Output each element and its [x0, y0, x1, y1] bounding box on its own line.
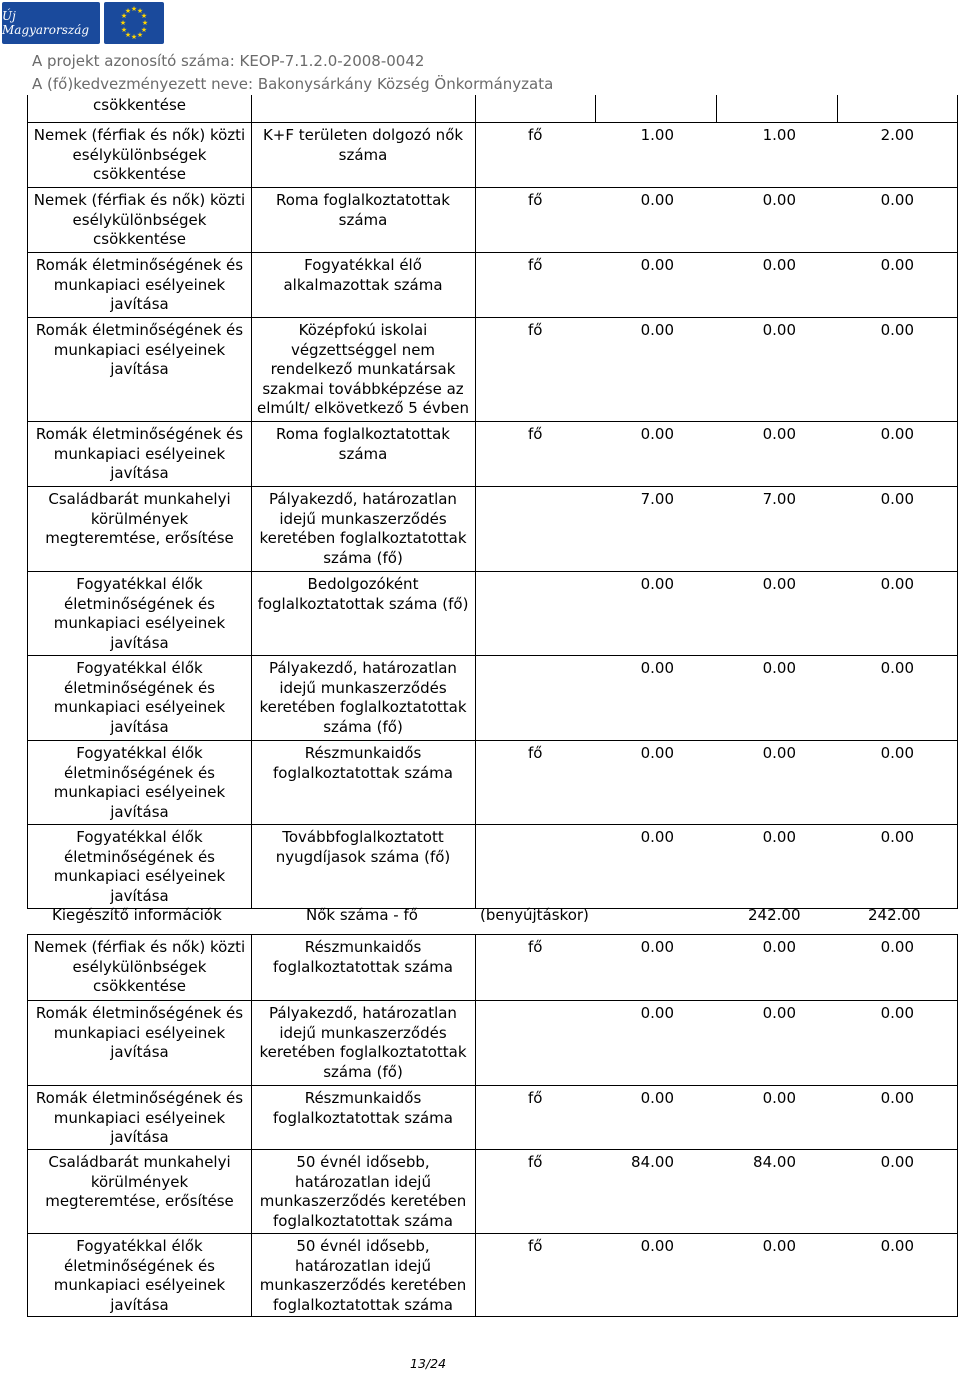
value-cell-3: 0.00 — [880, 575, 914, 593]
value-cell-3: 0.00 — [880, 659, 914, 677]
indicator-cell: Pályakezdő, határozatlan idejű munkaszerződés keretében foglalkoztatottak száma (fő) — [259, 1004, 467, 1081]
objective-cell: Romák életminőségének és munkapiaci esélyeinek javítása — [35, 425, 244, 482]
objective-cell: Fogyatékkal élők életminőségének és munkapiaci esélyeinek javítása — [53, 828, 226, 905]
objective-cell: Romák életminőségének és munkapiaci esélyeinek javítása — [35, 321, 244, 378]
indicator-cell: Roma foglalkoztatottak száma — [276, 425, 450, 463]
value-cell-3: 0.00 — [880, 1004, 914, 1022]
value-cell-1: 0.00 — [640, 256, 674, 274]
row-divider — [27, 1316, 957, 1317]
info-value-2: 242.00 — [868, 906, 921, 924]
value-cell-3: 0.00 — [880, 828, 914, 846]
value-cell-3: 0.00 — [880, 1089, 914, 1107]
value-cell-3: 0.00 — [880, 490, 914, 508]
project-id-line: A projekt azonosító száma: KEOP-7.1.2.0-2008-0042 — [32, 52, 425, 70]
value-cell-3: 0.00 — [880, 1237, 914, 1255]
value-cell-1: 0.00 — [640, 828, 674, 846]
column-divider — [27, 934, 28, 1317]
svg-text:★: ★ — [120, 26, 128, 34]
indicator-cell: Fogyatékkal élő alkalmazottak száma — [283, 256, 443, 294]
eu-stars-icon — [104, 2, 164, 44]
value-cell-1: 0.00 — [640, 425, 674, 443]
svg-text:★: ★ — [136, 7, 144, 15]
svg-text:★: ★ — [140, 12, 148, 20]
value-cell-2: 0.00 — [762, 321, 796, 339]
unit-cell: fő — [528, 744, 543, 762]
unit-cell: fő — [528, 1089, 543, 1107]
objective-cell: Nemek (férfiak és nők) közti esélykülönbségek csökkentése — [33, 126, 246, 183]
column-divider — [957, 95, 958, 909]
value-cell-1: 0.00 — [640, 321, 674, 339]
uj-magyarorszag-logo — [2, 2, 100, 44]
value-cell-2: 0.00 — [762, 575, 796, 593]
column-divider — [475, 934, 476, 1317]
svg-text:★: ★ — [124, 31, 132, 39]
svg-text:★: ★ — [120, 12, 128, 20]
svg-text:★: ★ — [130, 5, 138, 13]
unit-cell: fő — [528, 425, 543, 443]
unit-cell: fő — [528, 938, 543, 956]
value-cell-3: 0.00 — [880, 1153, 914, 1171]
row-divider — [27, 1085, 957, 1086]
value-cell-1: 0.00 — [640, 938, 674, 956]
row-divider — [27, 122, 957, 123]
objective-cell: Romák életminőségének és munkapiaci esélyeinek javítása — [35, 256, 244, 313]
value-cell-2: 1.00 — [762, 126, 796, 144]
value-cell-1: 0.00 — [640, 1237, 674, 1255]
value-cell-3: 0.00 — [880, 256, 914, 274]
value-cell-2: 84.00 — [753, 1153, 796, 1171]
value-cell-3: 0.00 — [880, 744, 914, 762]
svg-text:★: ★ — [136, 31, 144, 39]
continued-objective-fragment: csökkentése — [93, 96, 186, 114]
unit-cell: fő — [528, 1153, 543, 1171]
value-cell-2: 0.00 — [762, 659, 796, 677]
svg-text:★: ★ — [140, 26, 148, 34]
value-cell-1: 1.00 — [640, 126, 674, 144]
indicator-cell: K+F területen dolgozó nők száma — [262, 126, 464, 164]
value-cell-2: 0.00 — [762, 1089, 796, 1107]
indicator-cell: Pályakezdő, határozatlan idejű munkaszerződés keretében foglalkoztatottak száma (fő) — [259, 490, 467, 567]
value-cell-1: 0.00 — [640, 744, 674, 762]
indicator-cell: Középfokú iskolai végzettséggel nem rendelkező munkatársak szakmai továbbképzése az elmúlt/ elkövetkező 5 évben — [257, 321, 469, 417]
value-cell-3: 2.00 — [880, 126, 914, 144]
logo-text: Új Magyarország — [2, 9, 90, 37]
row-divider — [27, 1233, 957, 1234]
value-cell-2: 0.00 — [762, 425, 796, 443]
unit-cell: fő — [528, 1237, 543, 1255]
indicator-cell: Bedolgozóként foglalkoztatottak száma (fő) — [257, 575, 469, 613]
value-cell-3: 0.00 — [880, 938, 914, 956]
info-when: (benyújtáskor) — [480, 906, 589, 924]
svg-text:★: ★ — [130, 33, 138, 41]
value-cell-2: 0.00 — [762, 828, 796, 846]
row-divider — [27, 187, 957, 188]
value-cell-3: 0.00 — [880, 321, 914, 339]
objective-cell: Családbarát munkahelyi körülmények megteremtése, erősítése — [45, 490, 234, 547]
row-divider — [27, 571, 957, 572]
value-cell-1: 0.00 — [640, 575, 674, 593]
objective-cell: Fogyatékkal élők életminőségének és munkapiaci esélyeinek javítása — [53, 1237, 226, 1314]
info-indicator: Nők száma - fő — [306, 906, 418, 924]
indicator-cell: Részmunkaidős foglalkoztatottak száma — [273, 1089, 453, 1127]
row-divider — [27, 934, 957, 935]
row-divider — [27, 1149, 957, 1150]
objective-cell: Romák életminőségének és munkapiaci esélyeinek javítása — [35, 1089, 244, 1146]
value-cell-2: 0.00 — [762, 1004, 796, 1022]
value-cell-2: 0.00 — [762, 256, 796, 274]
column-divider — [251, 934, 252, 1317]
value-cell-2: 7.00 — [762, 490, 796, 508]
column-divider — [716, 95, 717, 122]
svg-text:★: ★ — [141, 19, 149, 27]
value-cell-1: 0.00 — [640, 1004, 674, 1022]
value-cell-2: 0.00 — [762, 744, 796, 762]
svg-text:★: ★ — [119, 19, 127, 27]
row-divider — [27, 655, 957, 656]
unit-cell: fő — [528, 321, 543, 339]
row-divider — [27, 421, 957, 422]
unit-cell: fő — [528, 191, 543, 209]
objective-cell: Nemek (férfiak és nők) közti esélykülönbségek csökkentése — [33, 938, 246, 995]
column-divider — [27, 95, 28, 909]
value-cell-2: 0.00 — [762, 1237, 796, 1255]
indicator-cell: Roma foglalkoztatottak száma — [276, 191, 450, 229]
value-cell-1: 0.00 — [640, 659, 674, 677]
svg-text:★: ★ — [124, 7, 132, 15]
row-divider — [27, 740, 957, 741]
value-cell-1: 84.00 — [631, 1153, 674, 1171]
indicator-cell: 50 évnél idősebb, határozatlan idejű munkaszerződés keretében foglalkoztatottak száma — [259, 1237, 467, 1314]
column-divider — [251, 95, 252, 909]
row-divider — [27, 486, 957, 487]
objective-cell: Fogyatékkal élők életminőségének és munkapiaci esélyeinek javítása — [53, 575, 226, 652]
objective-cell: Családbarát munkahelyi körülmények megteremtése, erősítése — [45, 1153, 234, 1210]
column-divider — [595, 95, 596, 122]
row-divider — [27, 317, 957, 318]
column-divider — [957, 934, 958, 1317]
objective-cell: Fogyatékkal élők életminőségének és munkapiaci esélyeinek javítása — [53, 659, 226, 736]
objective-cell: Nemek (férfiak és nők) közti esélykülönbségek csökkentése — [33, 191, 246, 248]
unit-cell: fő — [528, 126, 543, 144]
objective-cell: Romák életminőségének és munkapiaci esélyeinek javítása — [35, 1004, 244, 1061]
unit-cell: fő — [528, 256, 543, 274]
indicator-cell: Pályakezdő, határozatlan idejű munkaszerződés keretében foglalkoztatottak száma (fő) — [259, 659, 467, 736]
indicator-cell: Részmunkaidős foglalkoztatottak száma — [273, 744, 453, 782]
value-cell-2: 0.00 — [762, 938, 796, 956]
value-cell-1: 0.00 — [640, 1089, 674, 1107]
value-cell-1: 7.00 — [640, 490, 674, 508]
objective-cell: Fogyatékkal élők életminőségének és munkapiaci esélyeinek javítása — [53, 744, 226, 821]
value-cell-2: 0.00 — [762, 191, 796, 209]
eu-flag-logo — [104, 2, 164, 44]
row-divider — [27, 252, 957, 253]
row-divider — [27, 824, 957, 825]
info-label: Kiegészítő információk — [52, 906, 222, 924]
value-cell-3: 0.00 — [880, 425, 914, 443]
value-cell-1: 0.00 — [640, 191, 674, 209]
row-divider — [27, 1000, 957, 1001]
value-cell-3: 0.00 — [880, 191, 914, 209]
beneficiary-line: A (fő)kedvezményezett neve: Bakonysárkány Község Önkormányzata — [32, 75, 554, 93]
indicator-cell: Részmunkaidős foglalkoztatottak száma — [273, 938, 453, 976]
column-divider — [475, 95, 476, 909]
page-number: 13/24 — [410, 1356, 447, 1371]
info-value-1: 242.00 — [748, 906, 801, 924]
indicator-cell: 50 évnél idősebb, határozatlan idejű munkaszerződés keretében foglalkoztatottak száma — [259, 1153, 467, 1230]
indicator-cell: Továbbfoglalkoztatott nyugdíjasok száma (fő) — [275, 828, 451, 866]
column-divider — [837, 95, 838, 122]
